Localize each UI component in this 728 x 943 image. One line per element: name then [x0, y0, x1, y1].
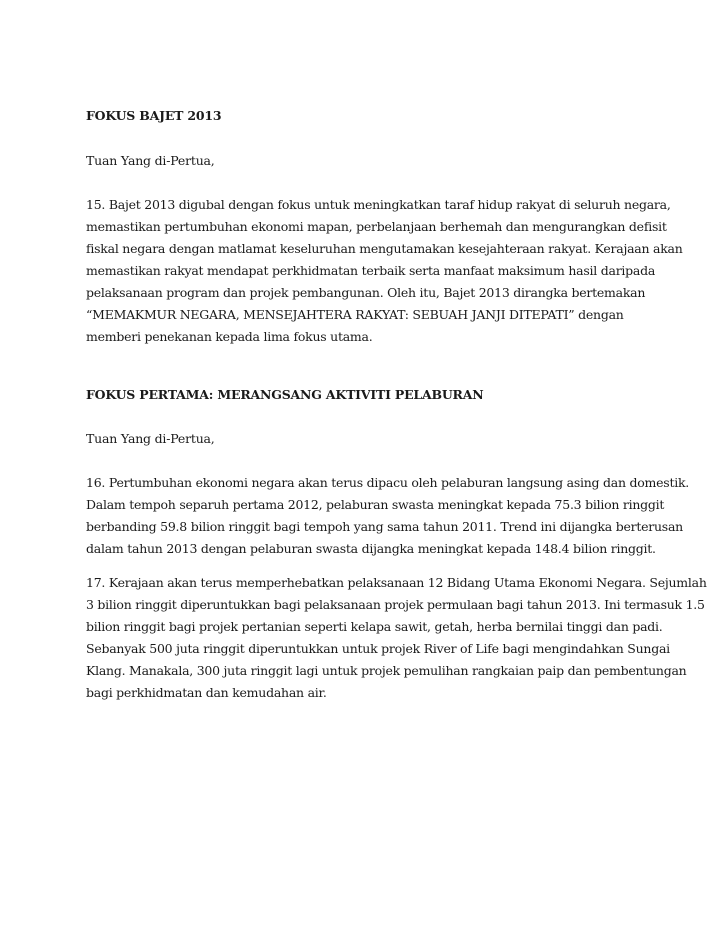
paragraph-line: 15. Bajet 2013 digubal dengan fokus untuk meningkatkan taraf hidup rakyat di seluruh negara, [86, 197, 671, 212]
salutation: Tuan Yang di-Pertua, [86, 153, 215, 168]
paragraph-line: Klang. Manakala, 300 juta ringgit lagi untuk projek pemulihan rangkaian paip dan pembentungan [86, 663, 687, 678]
paragraph-line: fiskal negara dengan matlamat keseluruhan mengutamakan kesejahteraan rakyat. Kerajaan akan [86, 241, 683, 256]
salutation: Tuan Yang di-Pertua, [86, 431, 215, 446]
paragraph-line: 17. Kerajaan akan terus memperhebatkan pelaksanaan 12 Bidang Utama Ekonomi Negara. Sejumlah [86, 575, 707, 590]
paragraph-line: pelaksanaan program dan projek pembangunan. Oleh itu, Bajet 2013 dirangka bertemakan [86, 285, 646, 300]
paragraph-line: 16. Pertumbuhan ekonomi negara akan terus dipacu oleh pelaburan langsung asing dan domestik. [86, 475, 690, 490]
paragraph-line: memberi penekanan kepada lima fokus utama. [86, 329, 373, 344]
paragraph-line: bilion ringgit bagi projek pertanian seperti kelapa sawit, getah, herba bernilai tinggi dan padi. [86, 619, 663, 634]
section-heading-first-focus: FOKUS PERTAMA: MERANGSANG AKTIVITI PELABURAN [86, 387, 484, 402]
paragraph-line: dalam tahun 2013 dengan pelaburan swasta dijangka meningkat kepada 148.4 bilion ringgit. [86, 541, 656, 556]
paragraph-line: bagi perkhidmatan dan kemudahan air. [86, 685, 327, 700]
paragraph-line: Sebanyak 500 juta ringgit diperuntukkan untuk projek River of Life bagi mengindahkan Sungai [86, 641, 670, 656]
section-heading-budget-focus: FOKUS BAJET 2013 [86, 108, 222, 123]
paragraph-line: memastikan pertumbuhan ekonomi mapan, perbelanjaan berhemah dan mengurangkan defisit [86, 219, 667, 234]
paragraph-line: berbanding 59.8 bilion ringgit bagi tempoh yang sama tahun 2011. Trend ini dijangka berterusan [86, 519, 683, 534]
paragraph-line: memastikan rakyat mendapat perkhidmatan terbaik serta manfaat maksimum hasil daripada [86, 263, 656, 278]
paragraph-line: Dalam tempoh separuh pertama 2012, pelaburan swasta meningkat kepada 75.3 bilion ringgit [86, 497, 665, 512]
paragraph-line: 3 bilion ringgit diperuntukkan bagi pelaksanaan projek permulaan bagi tahun 2013. Ini termasuk 1.5 [86, 597, 705, 612]
paragraph-line: “MEMAKMUR NEGARA, MENSEJAHTERA RAKYAT: SEBUAH JANJI DITEPATI” dengan [86, 307, 624, 322]
